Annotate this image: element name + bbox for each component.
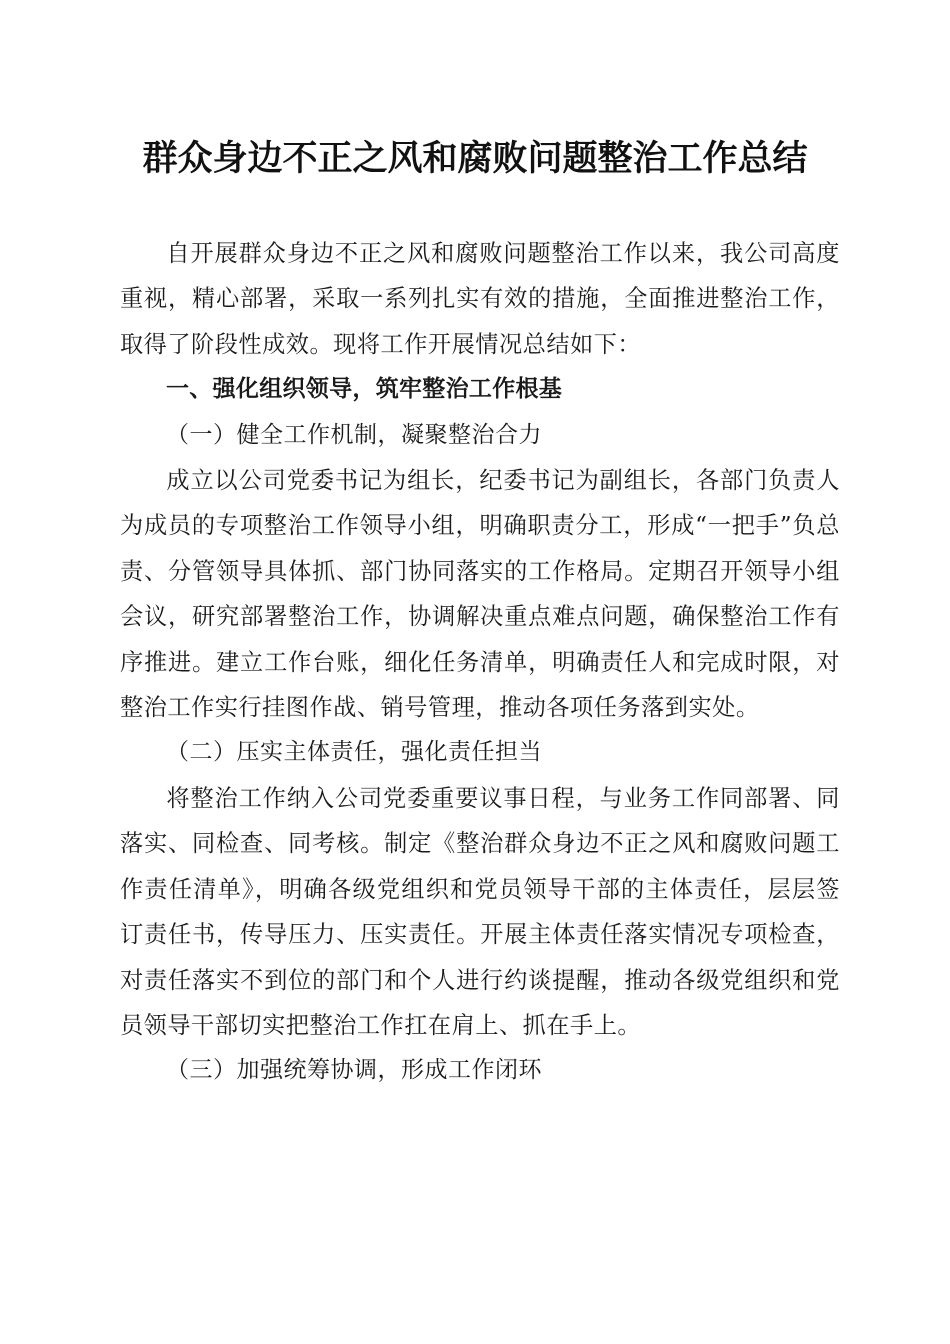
subsection-2-paragraph: 将整治工作纳入公司党委重要议事日程，与业务工作同部署、同落实、同检查、同考核。制定《整治群众身边不正之风和腐败问题工作责任清单》，明确各级党组织和党员领导干部的主体责任，层层签订责任书，传导压力、压实责任。开展主体责任落实情况专项检查，对责任落实不到位的部门和个人进行约谈提醒，推动各级党组织和党员领导干部切实把整治工作扛在肩上、抓在手上。 xyxy=(120,784,840,1039)
subsection-1-paragraph: 成立以公司党委书记为组长，纪委书记为副组长，各部门负责人为成员的专项整治工作领导小组，明确职责分工，形成“一把手”负总责、分管领导具体抓、部门协同落实的工作格局。定期召开领导小组会议，研究部署整治工作，协调解决重点难点问题，确保整治工作有序推进。建立工作台账，细化任务清单，明确责任人和完成时限，对整治工作实行挂图作战、销号管理，推动各项任务落到实处。 xyxy=(120,467,840,722)
subsection-3-heading: （三）加强统筹协调，形成工作闭环 xyxy=(166,1057,542,1084)
section-1-heading: 一、强化组织领导，筑牢整治工作根基 xyxy=(166,376,563,403)
intro-paragraph: 自开展群众身边不正之风和腐败问题整治工作以来，我公司高度重视，精心部署，采取一系列扎实有效的措施，全面推进整治工作，取得了阶段性成效。现将工作开展情况总结如下： xyxy=(120,240,840,358)
subsection-2-heading: （二）压实主体责任，强化责任担当 xyxy=(166,739,542,766)
document-body xyxy=(120,231,840,1094)
subsection-1-heading: （一）健全工作机制，凝聚整治合力 xyxy=(166,421,542,448)
document-title: 群众身边不正之风和腐败问题整治工作总结 xyxy=(142,138,808,179)
